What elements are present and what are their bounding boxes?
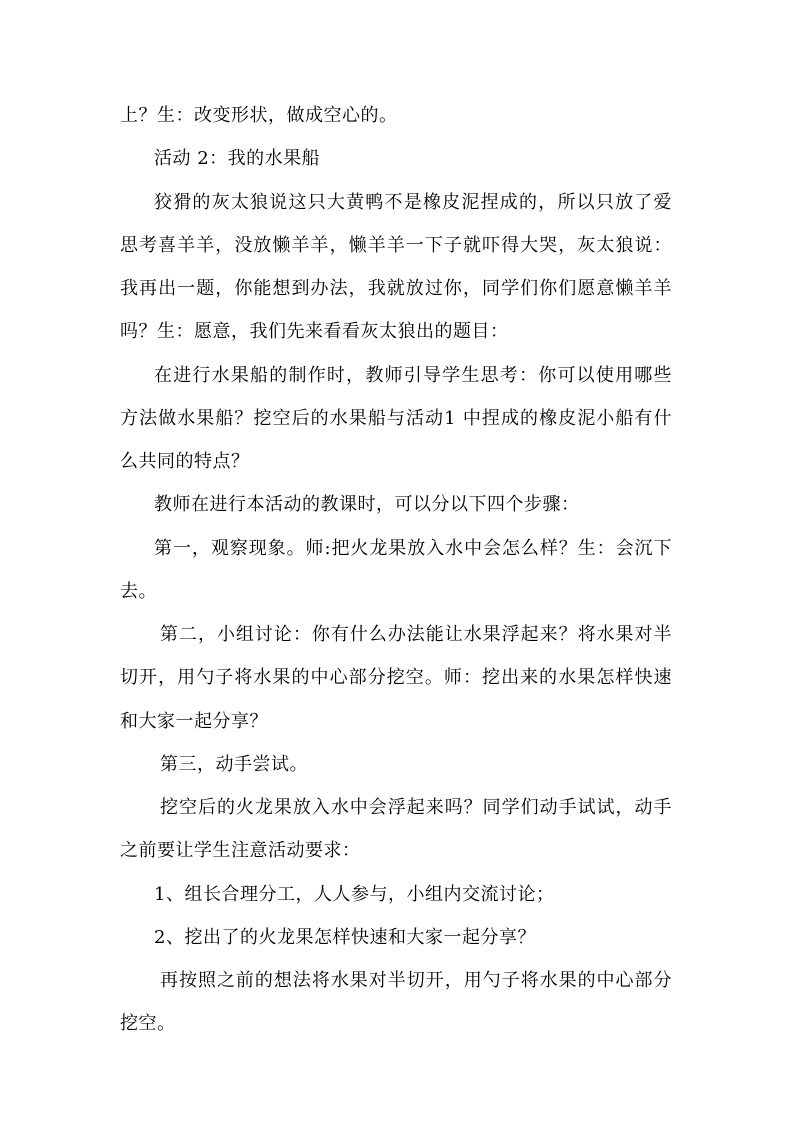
text-line: 狡猾的灰太狼说这只大黄鸭不是橡皮泥捏成的，所以只放了爱 (154, 192, 672, 213)
text-line: 上？生：改变形状，做成空心的。 (120, 105, 398, 126)
text-line: 第一，观察现象。师:把火龙果放入水中会怎么样？生：会沉下 (154, 538, 672, 559)
text-line: 吗？生：愿意，我们先来看看灰太狼出的题目： (120, 321, 509, 342)
text-line: 挖空后的火龙果放入水中会浮起来吗？同学们动手试试，动手 (160, 797, 672, 818)
text-line: 之前要让学生注意活动要求： (120, 840, 361, 861)
text-line: 思考喜羊羊，没放懒羊羊，懒羊羊一下子就吓得大哭，灰太狼说： (120, 235, 672, 256)
text-line: 第二，小组讨论：你有什么办法能让水果浮起来？将水果对半 (160, 624, 672, 645)
text-line: 我再出一题，你能想到办法，我就放过你，同学们你们愿意懒羊羊 (120, 278, 672, 299)
text-line: 再按照之前的想法将水果对半切开，用勺子将水果的中心部分 (160, 970, 672, 991)
list-item: 2、挖出了的火龙果怎样快速和大家一起分享？ (154, 927, 536, 948)
text-line: 在进行水果船的制作时，教师引导学生思考：你可以使用哪些 (154, 365, 672, 386)
text-line: 么共同的特点？ (120, 451, 250, 472)
text-line: 和大家一起分享？ (120, 711, 268, 732)
list-item: 1、组长合理分工，人人参与，小组内交流讨论； (154, 884, 555, 905)
text-line: 教师在进行本活动的教课时，可以分以下四个步骤： (154, 494, 580, 515)
section-heading: 活动 2：我的水果船 (154, 148, 321, 169)
text-line: 挖空。 (120, 1013, 176, 1034)
text-line: 方法做水果船？挖空后的水果船与活动1 中捏成的橡皮泥小船有什 (120, 408, 672, 429)
text-line: 去。 (120, 581, 157, 602)
text-line: 切开，用勺子将水果的中心部分挖空。师：挖出来的水果怎样快速 (120, 667, 672, 688)
text-line: 第三，动手尝试。 (160, 754, 308, 775)
